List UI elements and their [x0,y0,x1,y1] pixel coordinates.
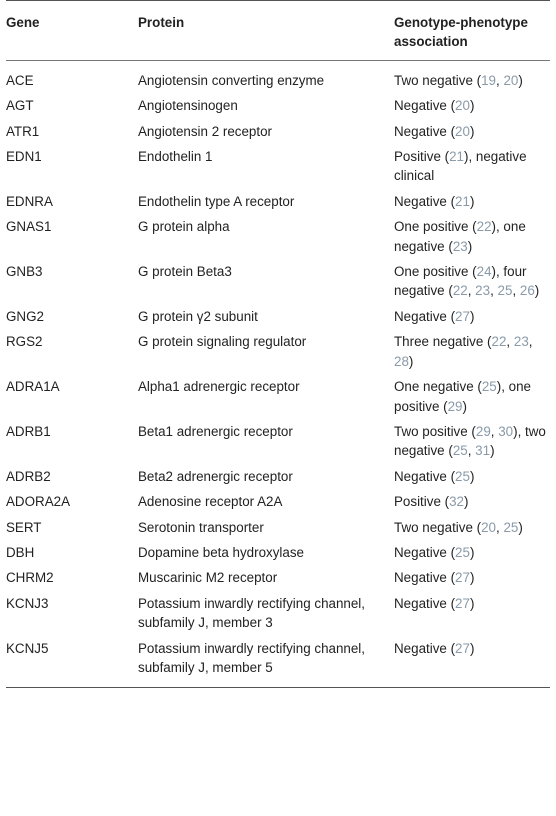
reference-link[interactable]: 23 [513,334,529,350]
reference-link[interactable]: 31 [475,443,491,459]
association-cell [394,565,550,590]
association-text: Negative ( [394,98,456,114]
association-text: ) [518,519,523,535]
reference-link[interactable]: 23 [452,238,468,254]
protein-cell: Beta2 adrenergic receptor [138,468,293,484]
association-cell [394,93,550,118]
association-text: , [467,443,476,459]
column-header-protein: Protein [138,1,394,61]
association-text: , [496,72,504,88]
association-cell [394,329,550,374]
gene-cell: KCNJ3 [6,595,49,611]
association-text: One positive ( [394,219,477,235]
table-row [6,515,550,540]
protein-cell: Adenosine receptor A2A [138,494,283,510]
association-text: ) [469,640,475,656]
reference-link[interactable]: 21 [455,193,470,209]
column-header-gene: Gene [6,1,138,61]
protein-cell: Angiotensin 2 receptor [138,123,272,139]
reference-link[interactable]: 29 [475,423,491,439]
association-text: ) [469,595,475,611]
association-text: ) [518,72,523,88]
association-text: , [496,519,504,535]
gene-cell: ADORA2A [6,494,70,510]
association-text: , [528,334,533,350]
reference-link[interactable]: 24 [476,264,492,280]
association-text: ), negative clinical [394,149,527,184]
protein-cell: Dopamine beta hydroxylase [138,544,304,560]
protein-cell: Angiotensin converting enzyme [138,72,325,88]
table-row [6,93,550,118]
reference-link[interactable]: 20 [481,519,496,535]
association-text: ), one negative ( [394,219,526,254]
table-row [6,489,550,514]
table-row [6,464,550,489]
table-row [6,119,550,144]
association-cell [394,259,550,304]
gene-cell: DBH [6,544,35,560]
protein-cell: Alpha1 adrenergic receptor [138,379,300,395]
association-text: Two negative ( [394,72,482,88]
association-text: Negative ( [394,308,456,324]
reference-link[interactable]: 21 [449,149,464,165]
reference-link[interactable]: 22 [452,283,468,299]
reference-link[interactable]: 20 [455,123,470,139]
reference-link[interactable]: 27 [455,640,470,656]
gene-cell: GNAS1 [6,219,52,235]
gene-cell: CHRM2 [6,570,54,586]
reference-link[interactable]: 28 [394,353,409,369]
gene-cell: ADRB1 [6,423,51,439]
association-text: Two positive ( [394,423,476,439]
reference-link[interactable]: 29 [447,398,463,414]
protein-cell: Endothelin 1 [138,149,213,165]
gene-cell: AGT [6,98,34,114]
association-text: ) [469,308,475,324]
association-text: ) [469,544,475,560]
association-text: , [512,283,520,299]
table-row [6,259,550,304]
reference-link[interactable]: 30 [498,423,514,439]
reference-link[interactable]: 27 [455,595,470,611]
reference-link[interactable]: 19 [481,72,496,88]
protein-cell: Angiotensinogen [138,98,238,114]
table-row [6,636,550,688]
association-text: ) [462,398,467,414]
reference-link[interactable]: 22 [476,219,492,235]
protein-cell: G protein signaling regulator [138,334,307,350]
association-text: One negative ( [394,379,482,395]
protein-cell: Muscarinic M2 receptor [138,570,278,586]
gene-cell: EDNRA [6,193,53,209]
association-cell [394,540,550,565]
association-cell [394,144,550,189]
reference-link[interactable]: 25 [497,283,513,299]
association-text: Positive ( [394,494,450,510]
association-cell [394,60,550,93]
table-row [6,304,550,329]
association-text: Negative ( [394,595,456,611]
reference-link[interactable]: 26 [519,283,535,299]
association-text: ) [469,193,475,209]
reference-link[interactable]: 23 [475,283,491,299]
association-text: Negative ( [394,544,456,560]
association-cell [394,214,550,259]
association-text: ) [469,98,475,114]
gene-cell: ACE [6,72,34,88]
association-cell [394,636,550,688]
table-row [6,329,550,374]
gene-cell: ATR1 [6,123,40,139]
protein-cell: Potassium inwardly rectifying channel, subfamily J, member 3 [138,595,366,631]
reference-link[interactable]: 20 [503,72,519,88]
reference-link[interactable]: 25 [452,443,468,459]
gene-cell: SERT [6,519,42,535]
gene-cell: GNG2 [6,308,44,324]
reference-link[interactable]: 25 [503,519,519,535]
gene-cell: RGS2 [6,334,43,350]
protein-cell: Endothelin type A receptor [138,193,295,209]
association-text: ), one positive ( [394,379,531,414]
gene-cell: ADRA1A [6,379,60,395]
association-cell [394,189,550,214]
reference-link[interactable]: 32 [449,494,464,510]
association-text: Positive ( [394,149,450,165]
reference-link[interactable]: 27 [455,570,470,586]
association-cell [394,374,550,419]
association-text: ) [469,468,475,484]
table-row [6,189,550,214]
table-row [6,565,550,590]
association-text: Negative ( [394,640,456,656]
gene-association-table [6,0,550,688]
table-row [6,60,550,93]
association-text: ) [534,283,540,299]
association-text: ) [467,238,473,254]
association-text: Negative ( [394,468,456,484]
reference-link[interactable]: 20 [455,98,470,114]
gene-cell: KCNJ5 [6,636,138,688]
gene-cell: EDN1 [6,149,42,165]
association-text: ) [490,443,495,459]
association-text: ), two negative ( [394,423,546,459]
gene-cell: ADRB2 [6,468,51,484]
reference-link[interactable]: 25 [481,379,497,395]
table-row [6,540,550,565]
table-row [6,144,550,189]
protein-cell: G protein alpha [138,219,230,235]
association-text: ), four negative ( [394,264,527,299]
protein-cell: Beta1 adrenergic receptor [138,423,293,439]
table-row [6,374,550,419]
association-text: Two negative ( [394,519,482,535]
table-row [6,419,550,464]
reference-link[interactable]: 27 [455,308,470,324]
association-text: ) [469,570,475,586]
table-body [6,60,550,688]
association-text: ) [463,494,469,510]
gene-cell: GNB3 [6,264,43,280]
protein-cell: Serotonin transporter [138,519,264,535]
association-text: ) [469,123,475,139]
reference-link[interactable]: 25 [455,544,470,560]
association-cell [394,591,550,636]
association-cell [394,489,550,514]
association-text: One positive ( [394,264,477,280]
association-text: , [490,283,498,299]
association-cell [394,515,550,540]
table-row [6,214,550,259]
protein-cell: G protein Beta3 [138,264,232,280]
association-text: ) [408,353,414,369]
association-text: Three negative ( [394,334,492,350]
table-row [6,591,550,636]
association-cell [394,464,550,489]
association-text: Negative ( [394,123,456,139]
association-cell [394,304,550,329]
association-cell [394,419,550,464]
association-text: Negative ( [394,570,456,586]
association-cell [394,119,550,144]
association-text: , [467,283,476,299]
protein-cell: Potassium inwardly rectifying channel, subfamily J, member 5 [138,636,394,688]
header-row [6,1,550,61]
association-text: Negative ( [394,193,456,209]
protein-cell: G protein γ2 subunit [138,308,258,324]
column-header-association: Genotype-phenotype association [394,1,550,61]
table-header [6,1,550,61]
reference-link[interactable]: 25 [455,468,470,484]
reference-link[interactable]: 22 [491,334,507,350]
association-text: , [506,334,514,350]
association-text: , [490,423,499,439]
